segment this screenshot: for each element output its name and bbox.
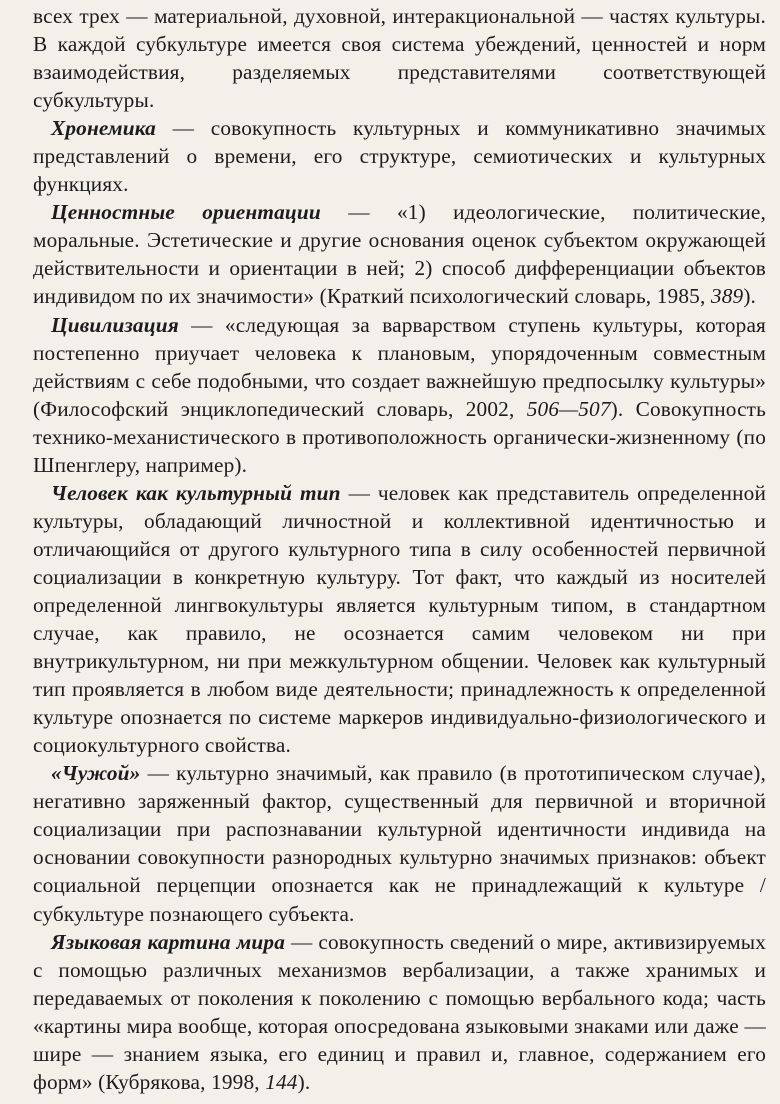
term-heading: «Чужой» bbox=[51, 761, 141, 786]
entry-value-orientations bbox=[33, 198, 766, 310]
paragraph-text: — «следующая за варварством ступень культуры, которая постепенно приучает человека к плановым, упорядоченным совместным действиям с себе подобными, что создает важнейшую предпосылку культуры» (Философский энциклопедический словарь, 2002, bbox=[33, 312, 766, 421]
paragraph-text: — совокупность культурных и коммуникативно значимых представлений о времени, его структуре, семиотических и культурных функциях. bbox=[33, 116, 766, 197]
term-heading: Человек как культурный тип bbox=[51, 480, 341, 505]
entry-stranger bbox=[33, 759, 766, 927]
page-reference: 144 bbox=[265, 1069, 298, 1094]
entry-civilization bbox=[33, 311, 766, 479]
entry-chronemics bbox=[33, 114, 766, 198]
term-heading: Цивилизация bbox=[51, 312, 179, 337]
term-heading: Языковая картина мира bbox=[51, 929, 286, 954]
paragraph-text: ). Совокупность технико-механистического в противоположность органически-жизненному (по Шпенглеру, например). bbox=[33, 396, 766, 477]
paragraph-text: всех трех — материальной, духовной, интеракциональной — частях культуры. В каждой субкультуре имеется своя система убеждений, ценностей и норм взаимодействия, разделяемых представителями соответствующей субкультуры. bbox=[33, 4, 766, 113]
paragraph-text: ). bbox=[297, 1069, 311, 1094]
page-reference: 389 bbox=[710, 284, 744, 309]
paragraph-text: — «1) идеологические, политические, моральные. Эстетические и другие основания оценок субъектом окружающей действительности и ориентации в ней; 2) способ дифференциации объектов индивидом по их значимости» (Краткий психологический словарь, 1985, bbox=[33, 200, 766, 309]
page-reference: 506—507 bbox=[526, 396, 611, 421]
paragraph-text: — совокупность сведений о мире, активизируемых с помощью различных механизмов вербализации, а также хранимых и передаваемых от поколения к поколению с помощью вербального кода; часть «картины мира вообще, которая опосредована языковыми знаками или даже — шире — знанием языка, его единиц и правил и, главное, содержанием его форм» (Кубрякова, 1998, bbox=[33, 929, 766, 1094]
paragraph-text: ). bbox=[743, 284, 757, 309]
paragraph-continuation bbox=[33, 2, 766, 114]
entry-cultural-type bbox=[33, 479, 766, 759]
paragraph-text: — культурно значимый, как правило (в прототипическом случае), негативно заряженный фактор, существенный для первичной и вторичной социализации при распознавании культурной идентичности индивида на основании совокупности разнородных культурно значимых признаков: объект социальной перцепции опознается как не принадлежащий к культуре / субкультуре познающего субъекта. bbox=[33, 761, 766, 926]
entry-language-worldview bbox=[33, 928, 766, 1096]
term-heading: Хронемика bbox=[51, 116, 156, 141]
glossary-text bbox=[33, 2, 766, 1096]
term-heading: Ценностные ориентации bbox=[51, 200, 321, 225]
paragraph-text: — человек как представитель определенной культуры, обладающий личностной и коллективной идентичностью и отличающийся от другого культурного типа в силу особенностей первичной социализации в конкретную культуру. Тот факт, что каждый из носителей определенной лингвокультуры является культурным типом, в стандартном случае, как правило, не осознается самим человеком ни при внутрикультурном, ни при межкультурном общении. Человек как культурный тип проявляется в любом виде деятельности; принадлежность к определенной культуре опознается по системе маркеров индивидуально-физиологического и социокультурного свойства. bbox=[33, 480, 766, 758]
